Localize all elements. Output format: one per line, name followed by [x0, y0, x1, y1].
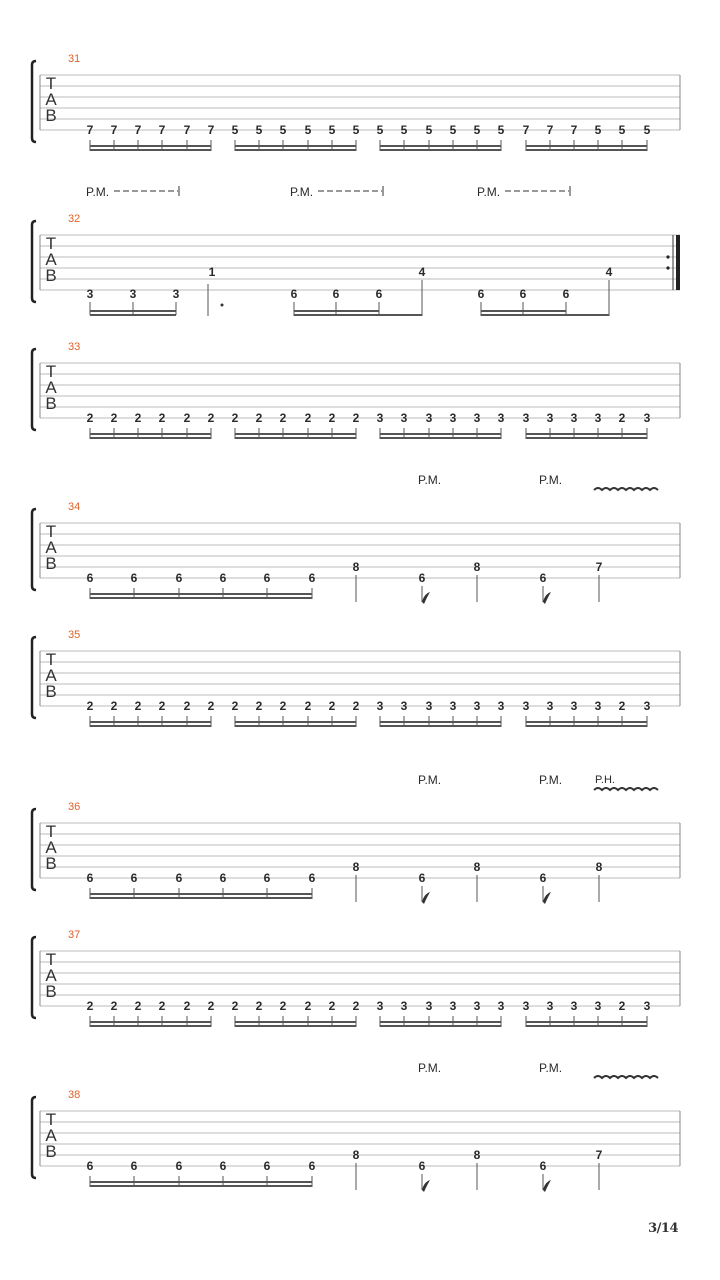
beam — [235, 433, 356, 435]
note-flag — [543, 1180, 551, 1192]
fret-number: 2 — [304, 411, 312, 425]
staff-system-36 — [32, 773, 680, 904]
fret-number: 3 — [522, 699, 530, 713]
beam — [294, 310, 379, 312]
fret-number: 3 — [473, 999, 481, 1013]
system-bracket — [32, 637, 36, 718]
fret-number: 6 — [219, 1159, 227, 1173]
fret-number: 3 — [172, 287, 180, 301]
fret-number: 7 — [158, 123, 166, 137]
fret-number: 2 — [134, 999, 142, 1013]
tab-clef-letter: A — [45, 1126, 57, 1145]
pinch-harmonic-label: P.H. — [595, 774, 615, 786]
beam — [90, 725, 211, 727]
fret-number: 2 — [158, 999, 166, 1013]
fret-number: 5 — [352, 123, 360, 137]
beam — [481, 310, 566, 312]
beam — [380, 1025, 501, 1027]
fret-number: 3 — [570, 699, 578, 713]
beam — [380, 149, 501, 151]
tab-clef-letter: B — [45, 266, 57, 285]
staff-system-33 — [32, 341, 680, 439]
fret-number: 3 — [643, 699, 651, 713]
beam — [380, 145, 501, 147]
system-bracket — [32, 509, 36, 590]
palm-mute-label: P.M. — [477, 185, 501, 199]
fret-number: 5 — [473, 123, 481, 137]
fret-number: 2 — [352, 999, 360, 1013]
fret-number: 3 — [473, 411, 481, 425]
palm-mute-label: P.M. — [86, 185, 110, 199]
beam — [380, 721, 501, 723]
bar-number: 31 — [68, 53, 81, 65]
fret-number: 5 — [449, 123, 457, 137]
fret-number: 3 — [643, 999, 651, 1013]
system-bracket — [32, 937, 36, 1018]
beam — [526, 721, 647, 723]
fret-number: 5 — [425, 123, 433, 137]
tab-clef-letter: B — [45, 106, 57, 125]
beam — [90, 1185, 312, 1187]
beam — [90, 433, 211, 435]
fret-number: 2 — [86, 699, 94, 713]
fret-number: 8 — [473, 1148, 481, 1162]
tab-clef-letter: T — [45, 362, 57, 381]
beam — [235, 725, 356, 727]
bar-number: 33 — [68, 341, 81, 353]
staff-system-32 — [32, 185, 680, 316]
staff-system-38 — [32, 1061, 680, 1192]
fret-number: 6 — [418, 571, 426, 585]
fret-number: 2 — [231, 999, 239, 1013]
note-flag — [543, 592, 551, 604]
fret-number: 3 — [546, 411, 554, 425]
beam — [90, 437, 211, 439]
fret-number: 6 — [418, 1159, 426, 1173]
fret-number: 2 — [231, 699, 239, 713]
staff-system-35 — [32, 629, 680, 727]
fret-number: 3 — [570, 999, 578, 1013]
bar-number: 38 — [68, 1089, 81, 1101]
bar-number: 36 — [68, 801, 81, 813]
fret-number: 2 — [207, 999, 215, 1013]
fret-number: 3 — [449, 411, 457, 425]
fret-number: 7 — [522, 123, 530, 137]
page-number: 3/14 — [648, 1221, 678, 1236]
tab-clef-letter: T — [45, 74, 57, 93]
beam — [90, 597, 312, 599]
fret-number: 6 — [308, 1159, 316, 1173]
fret-number: 2 — [86, 411, 94, 425]
fret-number: 5 — [231, 123, 239, 137]
fret-number: 2 — [110, 411, 118, 425]
beam — [235, 437, 356, 439]
fret-number: 2 — [618, 999, 626, 1013]
fret-number: 3 — [497, 999, 505, 1013]
fret-number: 3 — [497, 411, 505, 425]
fret-number: 6 — [263, 871, 271, 885]
tab-clef-letter: B — [45, 982, 57, 1001]
fret-number: 8 — [473, 560, 481, 574]
bar-number: 35 — [68, 629, 81, 641]
beam — [380, 725, 501, 727]
beam — [90, 593, 312, 595]
beam — [526, 149, 647, 151]
fret-number: 3 — [497, 699, 505, 713]
tab-clef-letter: A — [45, 90, 57, 109]
system-bracket — [32, 809, 36, 890]
tab-clef-letter: B — [45, 1142, 57, 1161]
beam — [235, 149, 356, 151]
fret-number: 6 — [175, 571, 183, 585]
fret-number: 3 — [86, 287, 94, 301]
palm-mute-label: P.M. — [539, 773, 563, 787]
beam — [235, 1025, 356, 1027]
fret-number: 7 — [86, 123, 94, 137]
fret-number: 6 — [219, 871, 227, 885]
fret-number: 6 — [130, 571, 138, 585]
fret-number: 3 — [643, 411, 651, 425]
fret-number: 2 — [618, 699, 626, 713]
palm-mute-label: P.M. — [539, 473, 563, 487]
staff-system-34 — [32, 473, 680, 604]
fret-number: 2 — [134, 699, 142, 713]
system-bracket — [32, 1097, 36, 1178]
dot — [221, 304, 224, 307]
beam — [380, 433, 501, 435]
beam — [526, 725, 647, 727]
fret-number: 6 — [332, 287, 340, 301]
fret-number: 6 — [263, 1159, 271, 1173]
fret-number: 2 — [618, 411, 626, 425]
fret-number: 3 — [376, 999, 384, 1013]
fret-number: 5 — [643, 123, 651, 137]
fret-number: 3 — [473, 699, 481, 713]
fret-number: 6 — [539, 571, 547, 585]
fret-number: 3 — [594, 999, 602, 1013]
beam — [90, 893, 312, 895]
beam — [90, 149, 211, 151]
fret-number: 2 — [279, 411, 287, 425]
beam — [380, 437, 501, 439]
fret-number: 3 — [425, 999, 433, 1013]
beam — [235, 1021, 356, 1023]
note-flag — [422, 592, 430, 604]
beam — [90, 310, 176, 312]
fret-number: 6 — [562, 287, 570, 301]
tab-clef-letter: T — [45, 650, 57, 669]
palm-mute-label: P.M. — [539, 1061, 563, 1075]
beam — [481, 314, 609, 316]
fret-number: 6 — [86, 871, 94, 885]
system-bracket — [32, 61, 36, 142]
fret-number: 5 — [594, 123, 602, 137]
repeat-dot — [666, 255, 669, 258]
fret-number: 4 — [418, 265, 426, 279]
fret-number: 8 — [595, 860, 603, 874]
fret-number: 4 — [605, 265, 613, 279]
fret-number: 8 — [352, 560, 360, 574]
beam — [380, 1021, 501, 1023]
fret-number: 6 — [308, 571, 316, 585]
fret-number: 2 — [207, 411, 215, 425]
fret-number: 8 — [473, 860, 481, 874]
beam — [90, 721, 211, 723]
fret-number: 5 — [328, 123, 336, 137]
tab-clef-letter: T — [45, 950, 57, 969]
tab-clef-letter: A — [45, 250, 57, 269]
beam — [526, 437, 647, 439]
staff-system-37 — [32, 929, 680, 1027]
fret-number: 3 — [522, 411, 530, 425]
note-flag — [422, 892, 430, 904]
system-bracket — [32, 349, 36, 430]
fret-number: 3 — [400, 699, 408, 713]
fret-number: 2 — [183, 699, 191, 713]
fret-number: 2 — [183, 411, 191, 425]
fret-number: 8 — [352, 1148, 360, 1162]
fret-number: 5 — [376, 123, 384, 137]
fret-number: 7 — [570, 123, 578, 137]
beam — [526, 433, 647, 435]
system-bracket — [32, 221, 36, 302]
fret-number: 7 — [546, 123, 554, 137]
fret-number: 2 — [207, 699, 215, 713]
fret-number: 2 — [134, 411, 142, 425]
fret-number: 3 — [376, 699, 384, 713]
fret-number: 2 — [158, 699, 166, 713]
fret-number: 2 — [255, 999, 263, 1013]
fret-number: 3 — [449, 699, 457, 713]
tab-clef-letter: T — [45, 522, 57, 541]
fret-number: 7 — [595, 560, 603, 574]
fret-number: 6 — [375, 287, 383, 301]
fret-number: 2 — [304, 999, 312, 1013]
fret-number: 7 — [595, 1148, 603, 1162]
fret-number: 2 — [328, 411, 336, 425]
fret-number: 3 — [594, 411, 602, 425]
vibrato-mark — [594, 788, 658, 790]
fret-number: 5 — [497, 123, 505, 137]
fret-number: 6 — [86, 571, 94, 585]
beam — [90, 145, 211, 147]
fret-number: 6 — [539, 1159, 547, 1173]
tab-clef-letter: T — [45, 822, 57, 841]
palm-mute-label: P.M. — [418, 773, 442, 787]
fret-number: 3 — [425, 699, 433, 713]
fret-number: 5 — [400, 123, 408, 137]
fret-number: 2 — [352, 411, 360, 425]
fret-number: 3 — [570, 411, 578, 425]
tab-clef-letter: A — [45, 838, 57, 857]
tab-clef-letter: B — [45, 394, 57, 413]
fret-number: 6 — [175, 1159, 183, 1173]
fret-number: 5 — [255, 123, 263, 137]
fret-number: 6 — [219, 571, 227, 585]
bar-number: 32 — [68, 213, 81, 225]
fret-number: 2 — [183, 999, 191, 1013]
fret-number: 7 — [183, 123, 191, 137]
fret-number: 3 — [546, 999, 554, 1013]
note-flag — [543, 892, 551, 904]
fret-number: 7 — [207, 123, 215, 137]
fret-number: 7 — [134, 123, 142, 137]
tab-clef-letter: B — [45, 554, 57, 573]
vibrato-mark — [594, 1076, 658, 1078]
fret-number: 6 — [308, 871, 316, 885]
fret-number: 2 — [231, 411, 239, 425]
fret-number: 3 — [400, 411, 408, 425]
fret-number: 2 — [304, 699, 312, 713]
beam — [235, 721, 356, 723]
beam — [90, 1021, 211, 1023]
fret-number: 6 — [263, 571, 271, 585]
palm-mute-label: P.M. — [290, 185, 314, 199]
tab-clef-letter: B — [45, 854, 57, 873]
fret-number: 3 — [400, 999, 408, 1013]
fret-number: 2 — [352, 699, 360, 713]
fret-number: 2 — [279, 999, 287, 1013]
beam — [90, 1181, 312, 1183]
bar-number: 37 — [68, 929, 81, 941]
note-flag — [422, 1180, 430, 1192]
fret-number: 7 — [110, 123, 118, 137]
fret-number: 1 — [208, 265, 216, 279]
tab-clef-letter: A — [45, 378, 57, 397]
fret-number: 3 — [522, 999, 530, 1013]
beam — [294, 314, 422, 316]
fret-number: 3 — [376, 411, 384, 425]
fret-number: 6 — [519, 287, 527, 301]
fret-number: 5 — [279, 123, 287, 137]
fret-number: 6 — [477, 287, 485, 301]
vibrato-mark — [594, 488, 658, 490]
tab-clef-letter: A — [45, 966, 57, 985]
fret-number: 2 — [279, 699, 287, 713]
fret-number: 6 — [130, 1159, 138, 1173]
fret-number: 2 — [158, 411, 166, 425]
beam — [90, 314, 176, 316]
beam — [90, 1025, 211, 1027]
palm-mute-label: P.M. — [418, 1061, 442, 1075]
tab-clef-letter: T — [45, 1110, 57, 1129]
fret-number: 2 — [255, 411, 263, 425]
fret-number: 6 — [86, 1159, 94, 1173]
beam — [526, 145, 647, 147]
tab-clef-letter: T — [45, 234, 57, 253]
repeat-dot — [666, 266, 669, 269]
fret-number: 6 — [175, 871, 183, 885]
fret-number: 2 — [328, 699, 336, 713]
fret-number: 6 — [290, 287, 298, 301]
beam — [526, 1021, 647, 1023]
fret-number: 5 — [618, 123, 626, 137]
fret-number: 3 — [546, 699, 554, 713]
fret-number: 6 — [130, 871, 138, 885]
beam — [526, 1025, 647, 1027]
fret-number: 2 — [255, 699, 263, 713]
fret-number: 6 — [539, 871, 547, 885]
fret-number: 8 — [352, 860, 360, 874]
beam — [90, 897, 312, 899]
staff-system-31 — [32, 53, 680, 151]
palm-mute-label: P.M. — [418, 473, 442, 487]
tab-clef-letter: A — [45, 666, 57, 685]
fret-number: 3 — [594, 699, 602, 713]
bar-number: 34 — [68, 501, 81, 513]
fret-number: 2 — [328, 999, 336, 1013]
fret-number: 2 — [110, 999, 118, 1013]
fret-number: 3 — [449, 999, 457, 1013]
tab-clef-letter: A — [45, 538, 57, 557]
tab-clef-letter: B — [45, 682, 57, 701]
fret-number: 2 — [110, 699, 118, 713]
fret-number: 5 — [304, 123, 312, 137]
fret-number: 6 — [418, 871, 426, 885]
fret-number: 3 — [425, 411, 433, 425]
fret-number: 2 — [86, 999, 94, 1013]
fret-number: 3 — [129, 287, 137, 301]
beam — [235, 145, 356, 147]
